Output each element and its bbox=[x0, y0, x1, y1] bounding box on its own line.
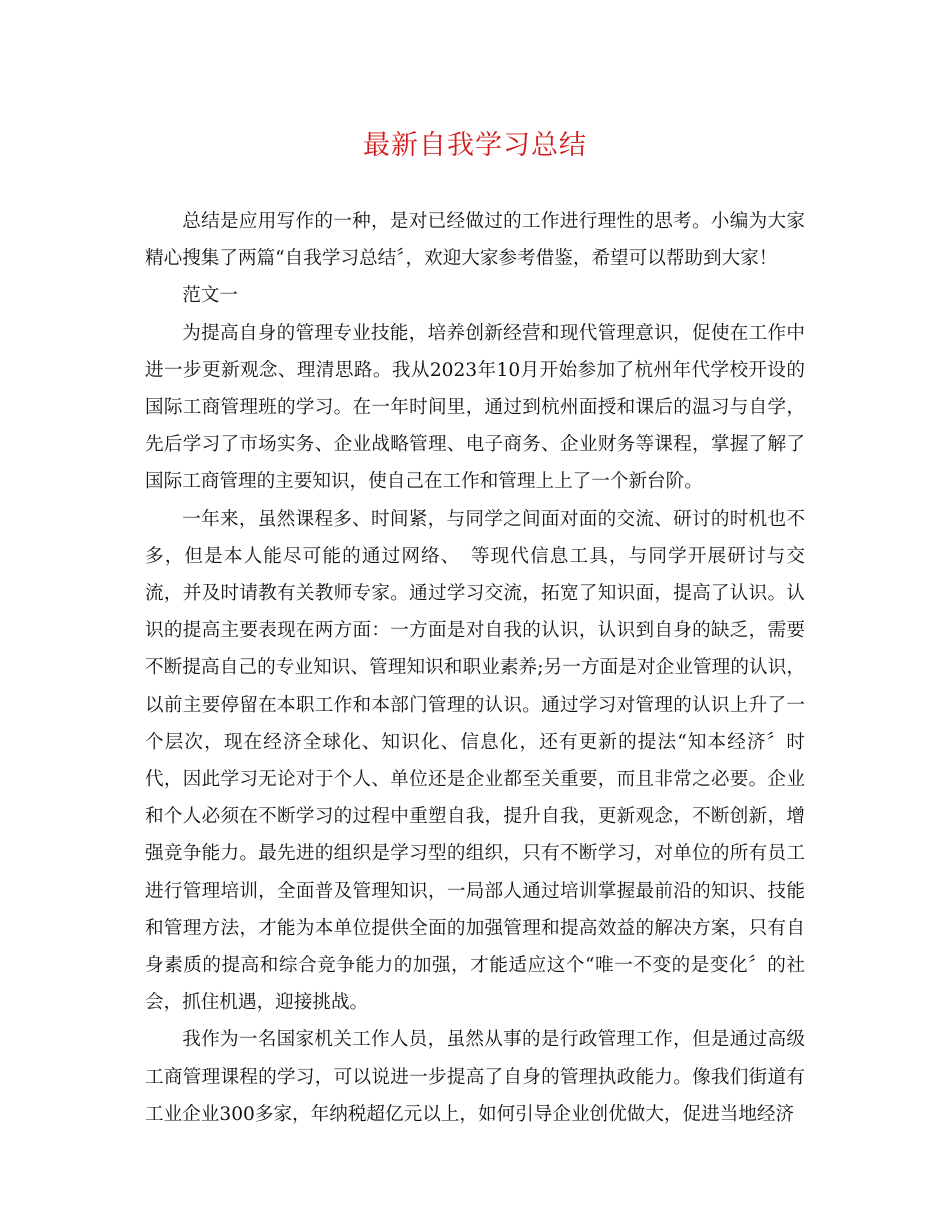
paragraph-3: 我作为一名国家机关工作人员，虽然从事的是行政管理工作，但是通过高级工商管理课程的学习，可以说进一步提高了自身的管理执政能力。像我们街道有工业企业300多家，年纳税超亿元以上，如何引导企业创优做大，促进当地经济 bbox=[145, 1029, 805, 1125]
document-title: 最新自我学习总结 bbox=[363, 130, 587, 161]
document-body bbox=[145, 203, 805, 1133]
paragraph-intro: 总结是应用写作的一种，是对已经做过的工作进行理性的思考。小编为大家精心搜集了两篇“自我学习总结〞，欢迎大家参考借鉴，希望可以帮助到大家！ bbox=[145, 211, 805, 270]
paragraph-1: 为提高自身的管理专业技能，培养创新经营和现代管理意识，促使在工作中进一步更新观念、理清思路。我从2023年10月开始参加了杭州年代学校开设的国际工商管理班的学习。在一年时间里，通过到杭州面授和课后的温习与自学，先后学习了市场实务、企业战略管理、电子商务、企业财务等课程，掌握了解了国际工商管理的主要知识，使自己在工作和管理上上了一个新台阶。 bbox=[145, 322, 805, 493]
paragraph-2: 一年来，虽然课程多、时间紧，与同学之间面对面的交流、研讨的时机也不多，但是本人能尽可能的通过网络、 等现代信息工具，与同学开展研讨与交流，并及时请教有关教师专家。通过学习交流，拓宽了知识面，提高了认识。认识的提高主要表现在两方面：一方面是对自我的认识，认识到自身的缺乏，需要不断提高自己的专业知识、管理知识和职业素养;另一方面是对企业管理的认识，以前主要停留在本职工作和本部门管理的认识。通过学习对管理的认识上升了一个层次，现在经济全球化、知识化、信息化，还有更新的提法“知本经济〞时代，因此学习无论对于个人、单位还是企业都至关重要，而且非常之必要。企业和个人必须在不断学习的过程中重塑自我，提升自我，更新观念，不断创新，增强竞争能力。最先进的组织是学习型的组织，只有不断学习，对单位的所有员工进行管理培训，全面普及管理知识，一局部人通过培训掌握最前沿的知识、技能和管理方法，才能为本单位提供全面的加强管理和提高效益的解决方案，只有自身素质的提高和综合竞争能力的加强，才能适应这个“唯一不变的是变化〞的社会，抓住机遇，迎接挑战。 bbox=[145, 508, 805, 1014]
section-label-sample-one: 范文一 bbox=[182, 285, 238, 307]
